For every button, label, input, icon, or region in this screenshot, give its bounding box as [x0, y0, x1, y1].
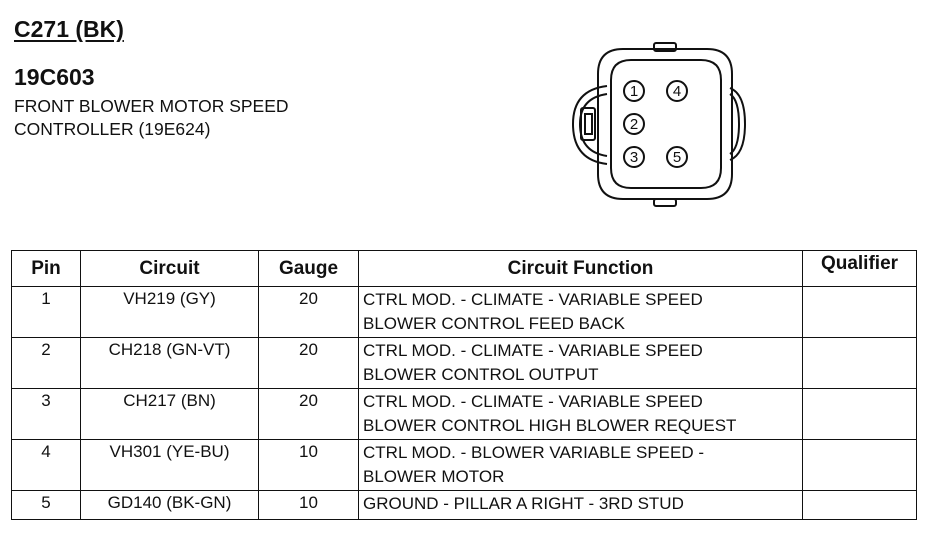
header-circuit: Circuit: [81, 251, 259, 287]
function-cell: [359, 491, 803, 520]
header-pin: Pin: [12, 251, 81, 287]
function-line: BLOWER CONTROL HIGH BLOWER REQUEST: [363, 416, 737, 435]
qualifier-cell: [803, 440, 917, 491]
header-qualifier: Qualifier: [803, 251, 917, 287]
table-row: [12, 338, 917, 389]
connector-title: C271 (BK): [14, 16, 124, 42]
function-cell: [359, 440, 803, 491]
pin-cell: 5: [12, 491, 81, 520]
qualifier-cell: [803, 338, 917, 389]
description-line-2: CONTROLLER (19E624): [14, 119, 211, 139]
pin-cell: 2: [12, 338, 81, 389]
part-description: [14, 95, 289, 141]
qualifier-cell: [803, 491, 917, 520]
function-line: CTRL MOD. - CLIMATE - VARIABLE SPEED: [363, 341, 703, 360]
function-line: BLOWER MOTOR: [363, 467, 505, 486]
pin-cell: 4: [12, 440, 81, 491]
pin-4-label: 4: [672, 83, 682, 100]
connector-face-diagram: [565, 36, 755, 216]
gauge-cell: 20: [259, 389, 359, 440]
circuit-cell: CH218 (GN-VT): [81, 338, 259, 389]
gauge-cell: 20: [259, 338, 359, 389]
function-cell: [359, 389, 803, 440]
function-line: GROUND - PILLAR A RIGHT - 3RD STUD: [363, 494, 684, 513]
pin-cell: 1: [12, 287, 81, 338]
pin-2-label: 2: [629, 116, 639, 133]
circuit-cell: VH301 (YE-BU): [81, 440, 259, 491]
function-cell: [359, 287, 803, 338]
pin-5-label: 5: [672, 149, 682, 166]
header-function: Circuit Function: [359, 251, 803, 287]
pin-3-label: 3: [629, 149, 639, 166]
pin-table: [11, 250, 917, 520]
pin-1-label: 1: [629, 83, 639, 100]
function-line: CTRL MOD. - CLIMATE - VARIABLE SPEED: [363, 290, 703, 309]
header-gauge: Gauge: [259, 251, 359, 287]
table-header-row: [12, 251, 917, 287]
circuit-cell: GD140 (BK-GN): [81, 491, 259, 520]
qualifier-cell: [803, 287, 917, 338]
function-cell: [359, 338, 803, 389]
pin-cell: 3: [12, 389, 81, 440]
table-row: [12, 287, 917, 338]
circuit-cell: VH219 (GY): [81, 287, 259, 338]
function-line: CTRL MOD. - CLIMATE - VARIABLE SPEED: [363, 392, 703, 411]
function-line: BLOWER CONTROL FEED BACK: [363, 314, 625, 333]
gauge-cell: 10: [259, 491, 359, 520]
table-row: [12, 491, 917, 520]
table-row: [12, 389, 917, 440]
circuit-cell: CH217 (BN): [81, 389, 259, 440]
function-line: CTRL MOD. - BLOWER VARIABLE SPEED -: [363, 443, 705, 462]
function-line: BLOWER CONTROL OUTPUT: [363, 365, 599, 384]
gauge-cell: 10: [259, 440, 359, 491]
table-row: [12, 440, 917, 491]
description-line-1: FRONT BLOWER MOTOR SPEED: [14, 96, 289, 116]
qualifier-cell: [803, 389, 917, 440]
gauge-cell: 20: [259, 287, 359, 338]
part-number: 19C603: [14, 64, 95, 90]
